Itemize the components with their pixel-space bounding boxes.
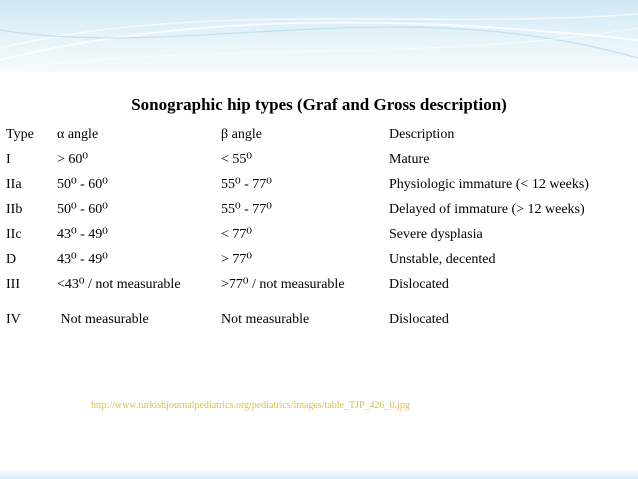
cell-type: IIa bbox=[6, 176, 22, 192]
cell-beta: < 55⁰ bbox=[221, 152, 253, 167]
table-row bbox=[6, 272, 634, 297]
header-type: Type bbox=[6, 126, 34, 142]
cell-type: III bbox=[6, 276, 20, 292]
cell-beta: 55⁰ - 77⁰ bbox=[221, 177, 272, 192]
footer-decoration bbox=[0, 469, 638, 479]
cell-alpha: Not measurable bbox=[57, 312, 149, 327]
cell-type: I bbox=[6, 151, 11, 167]
cell-description: Delayed of immature (> 12 weeks) bbox=[389, 201, 585, 217]
table-row bbox=[6, 305, 634, 335]
table-header-row bbox=[6, 122, 634, 147]
cell-alpha: 50⁰ - 60⁰ bbox=[57, 202, 108, 217]
cell-description: Physiologic immature (< 12 weeks) bbox=[389, 176, 589, 192]
slide-title: Sonographic hip types (Graf and Gross description) bbox=[131, 95, 507, 114]
cell-description: Dislocated bbox=[389, 276, 449, 292]
cell-description: Unstable, decented bbox=[389, 251, 496, 267]
cell-alpha: 43⁰ - 49⁰ bbox=[57, 227, 108, 242]
cell-alpha: 50⁰ - 60⁰ bbox=[57, 177, 108, 192]
header-description: Description bbox=[389, 126, 455, 142]
header-alpha-angle: α angle bbox=[57, 126, 99, 142]
cell-alpha: <43⁰ / not measurable bbox=[57, 277, 181, 292]
header-decoration bbox=[0, 0, 638, 72]
cell-alpha: 43⁰ - 49⁰ bbox=[57, 252, 108, 267]
cell-type: D bbox=[6, 251, 17, 267]
cell-type: IIb bbox=[6, 201, 23, 217]
header-beta-angle: β angle bbox=[221, 126, 262, 142]
row-spacer bbox=[6, 297, 634, 305]
cell-description: Mature bbox=[389, 151, 430, 167]
cell-description: Dislocated bbox=[389, 312, 449, 327]
cell-beta: > 77⁰ bbox=[221, 252, 253, 267]
cell-beta: >77⁰ / not measurable bbox=[221, 277, 345, 292]
table-row bbox=[6, 197, 634, 222]
table-row bbox=[6, 222, 634, 247]
cell-beta: Not measurable bbox=[221, 312, 310, 327]
cell-alpha: > 60⁰ bbox=[57, 152, 89, 167]
cell-beta: < 77⁰ bbox=[221, 227, 253, 242]
cell-type: IV bbox=[6, 312, 21, 327]
table-row bbox=[6, 147, 634, 172]
hip-types-table bbox=[6, 122, 634, 335]
reference-link[interactable]: http://www.turkishjournalpediatrics.org/pediatrics/images/table_TJP_426_0.jpg bbox=[91, 400, 410, 411]
cell-type: IIc bbox=[6, 226, 22, 242]
cell-description: Severe dysplasia bbox=[389, 226, 483, 242]
table-row bbox=[6, 172, 634, 197]
table-row bbox=[6, 247, 634, 272]
cell-beta: 55⁰ - 77⁰ bbox=[221, 202, 272, 217]
